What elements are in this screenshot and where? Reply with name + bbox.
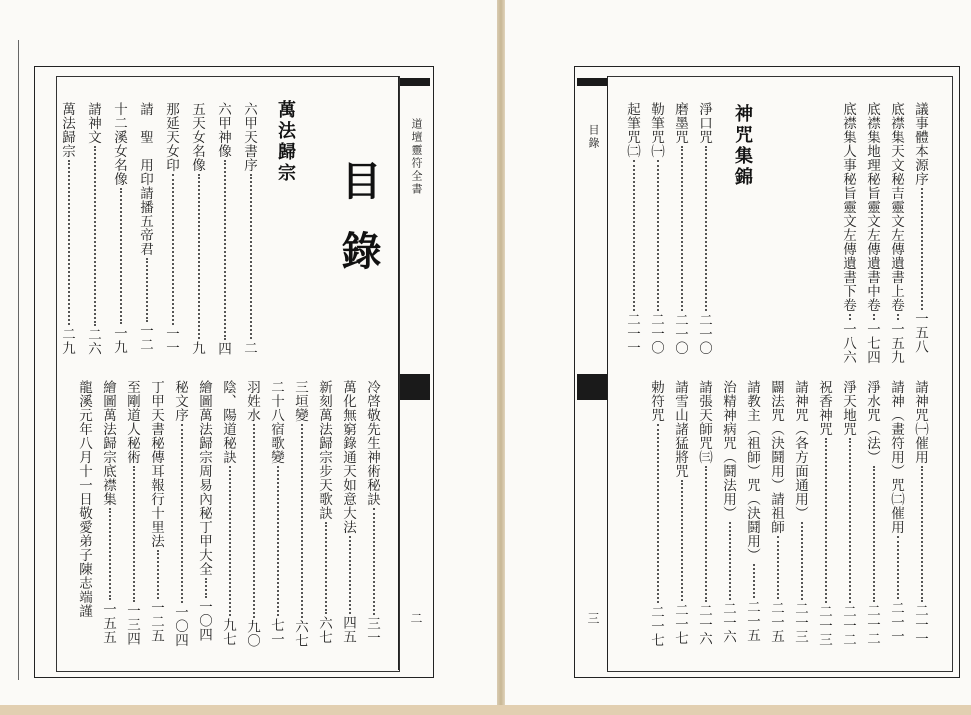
- leader-dots: [777, 536, 783, 599]
- toc-entry: [789, 380, 811, 652]
- toc-entry-page: 七一: [268, 618, 284, 646]
- toc-entry-page: 一八六: [840, 322, 856, 364]
- toc-entry-title: 二十八宿歌變: [268, 380, 284, 464]
- leader-dots: [873, 314, 879, 320]
- sidebar-bar-top: [400, 78, 430, 86]
- leader-dots: [633, 160, 639, 311]
- toc-entry-title: 繪圖萬法歸宗底襟集: [100, 380, 116, 506]
- toc-entry: [186, 102, 208, 360]
- toc-entry: [337, 380, 359, 652]
- toc-entry: [97, 380, 119, 652]
- toc-entry-page: 一二五: [148, 600, 164, 643]
- toc-entry: [645, 380, 667, 652]
- leader-dots: [897, 314, 903, 320]
- toc-entry-page: 一五九: [888, 322, 904, 364]
- toc-entry-title: 五天女名像: [189, 102, 205, 172]
- toc-entry-title: 六甲天書序: [241, 102, 257, 172]
- toc-entry: [217, 380, 239, 652]
- toc-entry-page: 二一三: [792, 601, 808, 644]
- leader-dots: [277, 466, 283, 616]
- toc-entry-page: 二一二: [864, 603, 880, 646]
- leader-dots: [849, 314, 855, 320]
- toc-entry-page: 二一五: [768, 601, 784, 643]
- toc-entry-title: 起筆咒㈡: [624, 102, 640, 158]
- leader-dots: [753, 564, 759, 598]
- leader-dots: [705, 466, 711, 602]
- toc-entry: [121, 380, 143, 652]
- leader-dots: [801, 522, 807, 600]
- toc-entry-page: 一〇四: [196, 599, 212, 642]
- toc-entry-title: 底襟集地理秘旨靈文左傳遺書中卷: [864, 102, 880, 312]
- toc-entry-page: 六七: [316, 616, 332, 644]
- toc-entry-title: 請神文: [85, 102, 101, 144]
- toc-entry-title: 勅符咒: [648, 380, 664, 422]
- toc-entry-page: 四五: [340, 615, 356, 644]
- leader-dots: [301, 424, 307, 618]
- sidebar-bar-mid: [577, 374, 607, 400]
- leader-dots: [224, 160, 230, 340]
- toc-entry-page: 二一一: [888, 601, 904, 643]
- toc-entry-page: 二一七: [672, 603, 688, 645]
- toc-entry-page: 二一一: [624, 312, 640, 355]
- leader-dots: [849, 438, 855, 603]
- toc-entry-title: 萬化無窮錄通天如意大法: [340, 380, 356, 534]
- toc-entry-title: 淨口咒: [696, 102, 712, 144]
- margin-line: [18, 40, 19, 680]
- leader-dots: [133, 466, 139, 602]
- toc-entry-page: 二九: [59, 327, 75, 355]
- leader-dots: [181, 424, 187, 603]
- toc-entry-page: 二六: [85, 327, 101, 356]
- toc-entry: [813, 380, 835, 652]
- toc-entry-page: 二一二: [840, 604, 856, 647]
- leader-dots: [157, 550, 163, 599]
- toc-entry-title: 那延天女印: [163, 102, 179, 172]
- leader-dots: [205, 578, 211, 598]
- leader-dots: [229, 466, 235, 616]
- toc-entry: [909, 102, 931, 360]
- toc-entry: [134, 102, 156, 360]
- toc-entry: [765, 380, 787, 652]
- toc-entry-title: 磨墨咒: [672, 102, 688, 144]
- leader-dots: [253, 424, 259, 618]
- toc-entry-page: 一五八: [912, 311, 928, 354]
- toc-entry-page: 二一〇: [696, 313, 712, 355]
- leader-dots: [657, 160, 663, 311]
- toc-entry-title: 淨天地咒: [840, 380, 856, 436]
- toc-entry-title: 六甲神像: [215, 102, 231, 158]
- leader-dots: [921, 466, 927, 602]
- toc-entry: [82, 102, 104, 360]
- toc-entry-title: 治精神病咒（鬪法用）: [720, 380, 736, 520]
- toc-entry: [313, 380, 335, 652]
- toc-entry-page: 一九: [111, 326, 127, 354]
- toc-entry-page: 九七: [220, 618, 236, 646]
- leader-dots: [373, 508, 379, 615]
- leader-dots: [120, 188, 126, 324]
- toc-entry-title: 請張天師咒㈢: [696, 380, 712, 464]
- toc-entry-title: 羽姓水: [244, 380, 260, 422]
- toc-entry-title: 底襟集天文秘吉靈文左傳遺書上卷: [888, 102, 904, 312]
- toc-entry: [361, 380, 383, 652]
- toc-entry-title: 請教主（祖師）咒（決鬪用）: [744, 380, 760, 562]
- toc-entry: [56, 102, 78, 360]
- toc-entry-title: 萬法歸宗: [59, 102, 75, 158]
- toc-entry: [645, 102, 667, 360]
- toc-entry-title: 淨水咒（法）: [864, 380, 880, 464]
- toc-entry-title: 至剛道人秘術: [124, 380, 140, 464]
- toc-entry-page: 一〇四: [172, 605, 188, 647]
- sidebar: [398, 76, 399, 670]
- toc-entry-page: 二一三: [816, 604, 832, 647]
- toc-entry-page: 一三四: [124, 603, 140, 646]
- toc-entry-title: 請神（畫符用）咒㈡催用: [888, 380, 904, 534]
- leader-dots: [94, 146, 100, 326]
- toc-entry: [160, 102, 182, 360]
- toc-entry: [241, 380, 263, 652]
- toc-entry: [861, 380, 883, 652]
- right-page: [505, 0, 971, 715]
- toc-entry-page: 二一六: [696, 603, 712, 646]
- toc-entry: [693, 102, 715, 360]
- toc-entry-page: 四: [215, 341, 231, 356]
- toc-entry: [861, 102, 883, 364]
- toc-entry-title: 繪圖萬法歸宗周易內秘丁甲大全: [196, 380, 212, 576]
- toc-entry: [693, 380, 715, 652]
- toc-entry: [669, 380, 691, 652]
- toc-entry-page: 二: [241, 341, 257, 355]
- toc-entry: [212, 102, 234, 360]
- toc-entry: [717, 380, 739, 652]
- toc-entry: [909, 380, 931, 652]
- toc-entry-page: 二一〇: [672, 313, 688, 355]
- toc-entry-title: 龍溪元年八月十一日敬愛弟子陳志端謹: [76, 380, 92, 618]
- toc-entry-title: 丁甲天書秘傳耳報行十里法: [148, 380, 164, 548]
- toc-entry: [238, 102, 260, 360]
- toc-entry-title: 闢法咒（決鬪用）請祖師: [768, 380, 784, 534]
- leader-dots: [325, 522, 331, 614]
- bottom-strip: [0, 705, 971, 715]
- toc-entry: [289, 380, 311, 652]
- toc-entry-title: 三垣變: [292, 380, 308, 422]
- page-title: 目錄: [335, 160, 382, 300]
- leader-dots: [657, 424, 663, 603]
- toc-entry-title: 陰、陽道秘訣: [220, 380, 236, 464]
- toc-entry: [885, 380, 907, 652]
- sidebar: [607, 76, 608, 670]
- toc-entry-page: 二一一: [912, 603, 928, 646]
- side-title: 道壇靈符全書: [410, 118, 423, 196]
- toc-entry-page: 六七: [292, 619, 308, 648]
- leader-dots: [873, 466, 879, 602]
- toc-entry-title: 祝香神咒: [816, 380, 832, 436]
- leader-dots: [681, 146, 687, 311]
- toc-entry-page: 九〇: [244, 619, 260, 648]
- toc-entry-title: 秘文序: [172, 380, 188, 422]
- leader-dots: [921, 188, 927, 310]
- toc-entry-title: 十二溪女名像: [111, 102, 127, 186]
- toc-entry: [837, 380, 859, 652]
- toc-entry-title: 議事體本源序: [912, 102, 928, 186]
- toc-entry: [169, 380, 191, 652]
- leader-dots: [68, 160, 74, 325]
- toc-entry: [885, 102, 907, 364]
- toc-entry-title: 請 聖 用印請播五帝君: [137, 102, 153, 256]
- page-number: 三: [586, 612, 600, 624]
- toc-entry: [108, 102, 130, 360]
- toc-entry-title: 請神咒㈠催用: [912, 380, 928, 464]
- toc-entry-title: 新刻萬法歸宗步天歌訣: [316, 380, 332, 520]
- leader-dots: [250, 174, 256, 339]
- toc-entry: [837, 102, 859, 364]
- toc-entry-page: 三一: [364, 616, 380, 645]
- toc-entry-page: 二一五: [744, 600, 760, 642]
- leader-dots: [729, 522, 735, 600]
- toc-entry-page: 一七四: [864, 322, 880, 364]
- toc-entry-title: 冷啓敬先生神術秘訣: [364, 380, 380, 506]
- leader-dots: [705, 146, 711, 311]
- toc-entry-page: 二一〇: [648, 312, 664, 355]
- leader-dots: [198, 174, 204, 339]
- section-heading: 萬法歸宗: [275, 100, 296, 184]
- toc-entry-title: 請神咒（各方面通用）: [792, 380, 808, 520]
- sidebar-bar-top: [577, 78, 607, 86]
- toc-entry: [741, 380, 763, 652]
- toc-entry-title: 勒筆咒㈠: [648, 102, 664, 158]
- toc-entry: [145, 380, 167, 652]
- leader-dots: [146, 258, 152, 322]
- side-title: 目錄: [587, 124, 600, 150]
- sidebar-bar-mid: [400, 374, 430, 400]
- toc-entry: [621, 102, 643, 360]
- page-number: 二: [409, 612, 423, 624]
- toc-entry-page: 二一七: [648, 605, 664, 647]
- leader-dots: [349, 536, 355, 614]
- toc-entry-title: 請雪山諸猛將咒: [672, 380, 688, 478]
- leader-dots: [681, 480, 687, 601]
- toc-entry-page: 一二: [137, 323, 153, 352]
- toc-entry-page: 一五五: [100, 602, 116, 644]
- leader-dots: [109, 508, 115, 600]
- leader-dots: [825, 438, 831, 603]
- gutter: [497, 0, 505, 715]
- toc-entry-page: 一一: [163, 326, 179, 355]
- toc-entry-page: 九: [189, 341, 205, 355]
- toc-entry: [265, 380, 287, 652]
- toc-entry: [73, 380, 95, 652]
- toc-entry: [669, 102, 691, 360]
- section-heading: 神咒集錦: [732, 104, 753, 188]
- leader-dots: [897, 536, 903, 599]
- toc-entry-page: 二一六: [720, 601, 736, 644]
- toc-entry: [193, 380, 215, 652]
- toc-entry-title: 底襟集人事秘旨靈文左傳遺書下卷: [840, 102, 856, 312]
- leader-dots: [172, 174, 178, 325]
